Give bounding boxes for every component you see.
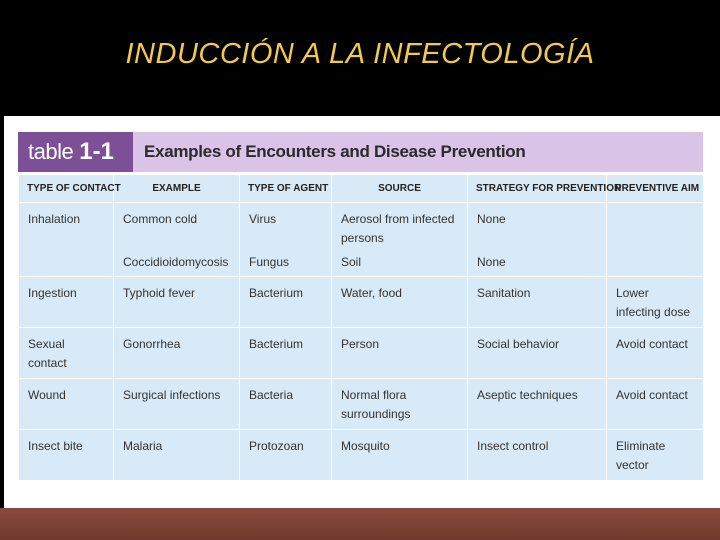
table-cell: Protozoan [240,430,332,481]
table-cell: Fungus [240,253,332,277]
table-row [19,328,704,379]
encounters-table [18,174,704,480]
table-cell: Soil [332,253,468,277]
table-header-row [19,175,704,203]
bottom-bar [0,508,720,540]
table-cell: Person [332,328,468,379]
table-label [18,132,133,172]
table-cell: Normal flora surroundings [332,379,468,430]
table-cell: Ingestion [19,277,114,328]
column-header: PREVENTIVE AIM [607,175,704,203]
table-cell: Mosquito [332,430,468,481]
table-cell: Typhoid fever [114,277,240,328]
table-row [19,430,704,481]
slide-title: INDUCCIÓN A LA INFECTOLOGÍA [125,38,595,70]
table-cell: Malaria [114,430,240,481]
table-cell: Surgical infections [114,379,240,430]
table-row [19,277,704,328]
table-cell: Social behavior [468,328,607,379]
table-cell [19,253,114,277]
table-cell: None [468,203,607,254]
table-cell: Coccidioidomycosis [114,253,240,277]
table-cell: Wound [19,379,114,430]
table-cell: Bacterium [240,328,332,379]
column-header: TYPE OF CONTACT [19,175,114,203]
table-row [19,253,704,277]
table-cell: Gonorrhea [114,328,240,379]
table-cell: Virus [240,203,332,254]
table-cell: Bacteria [240,379,332,430]
table-cell: Bacterium [240,277,332,328]
table-row [19,379,704,430]
table-cell: Common cold [114,203,240,254]
table-cell: Aseptic techniques [468,379,607,430]
table-cell: Insect control [468,430,607,481]
table-cell: Sexual contact [19,328,114,379]
column-header: SOURCE [332,175,468,203]
table-label-number: 1-1 [79,138,114,165]
table-panel [4,116,720,508]
table-cell: Aerosol from infected persons [332,203,468,254]
table-cell: Inhalation [19,203,114,254]
table-header-band [18,132,703,172]
table-row [19,203,704,254]
table-cell: Avoid contact [607,328,704,379]
table-cell: Eliminate vector [607,430,704,481]
table-cell: Sanitation [468,277,607,328]
table-cell: Avoid contact [607,379,704,430]
table-title: Examples of Encounters and Disease Prevention [144,142,526,161]
table-cell: Water, food [332,277,468,328]
table-cell [607,253,704,277]
column-header: TYPE OF AGENT [240,175,332,203]
table-cell: None [468,253,607,277]
column-header: EXAMPLE [114,175,240,203]
table-cell: Insect bite [19,430,114,481]
table-label-word: table [28,139,74,164]
table-cell: Lower infecting dose [607,277,704,328]
table-cell [607,203,704,254]
column-header: STRATEGY FOR PREVENTION [468,175,607,203]
